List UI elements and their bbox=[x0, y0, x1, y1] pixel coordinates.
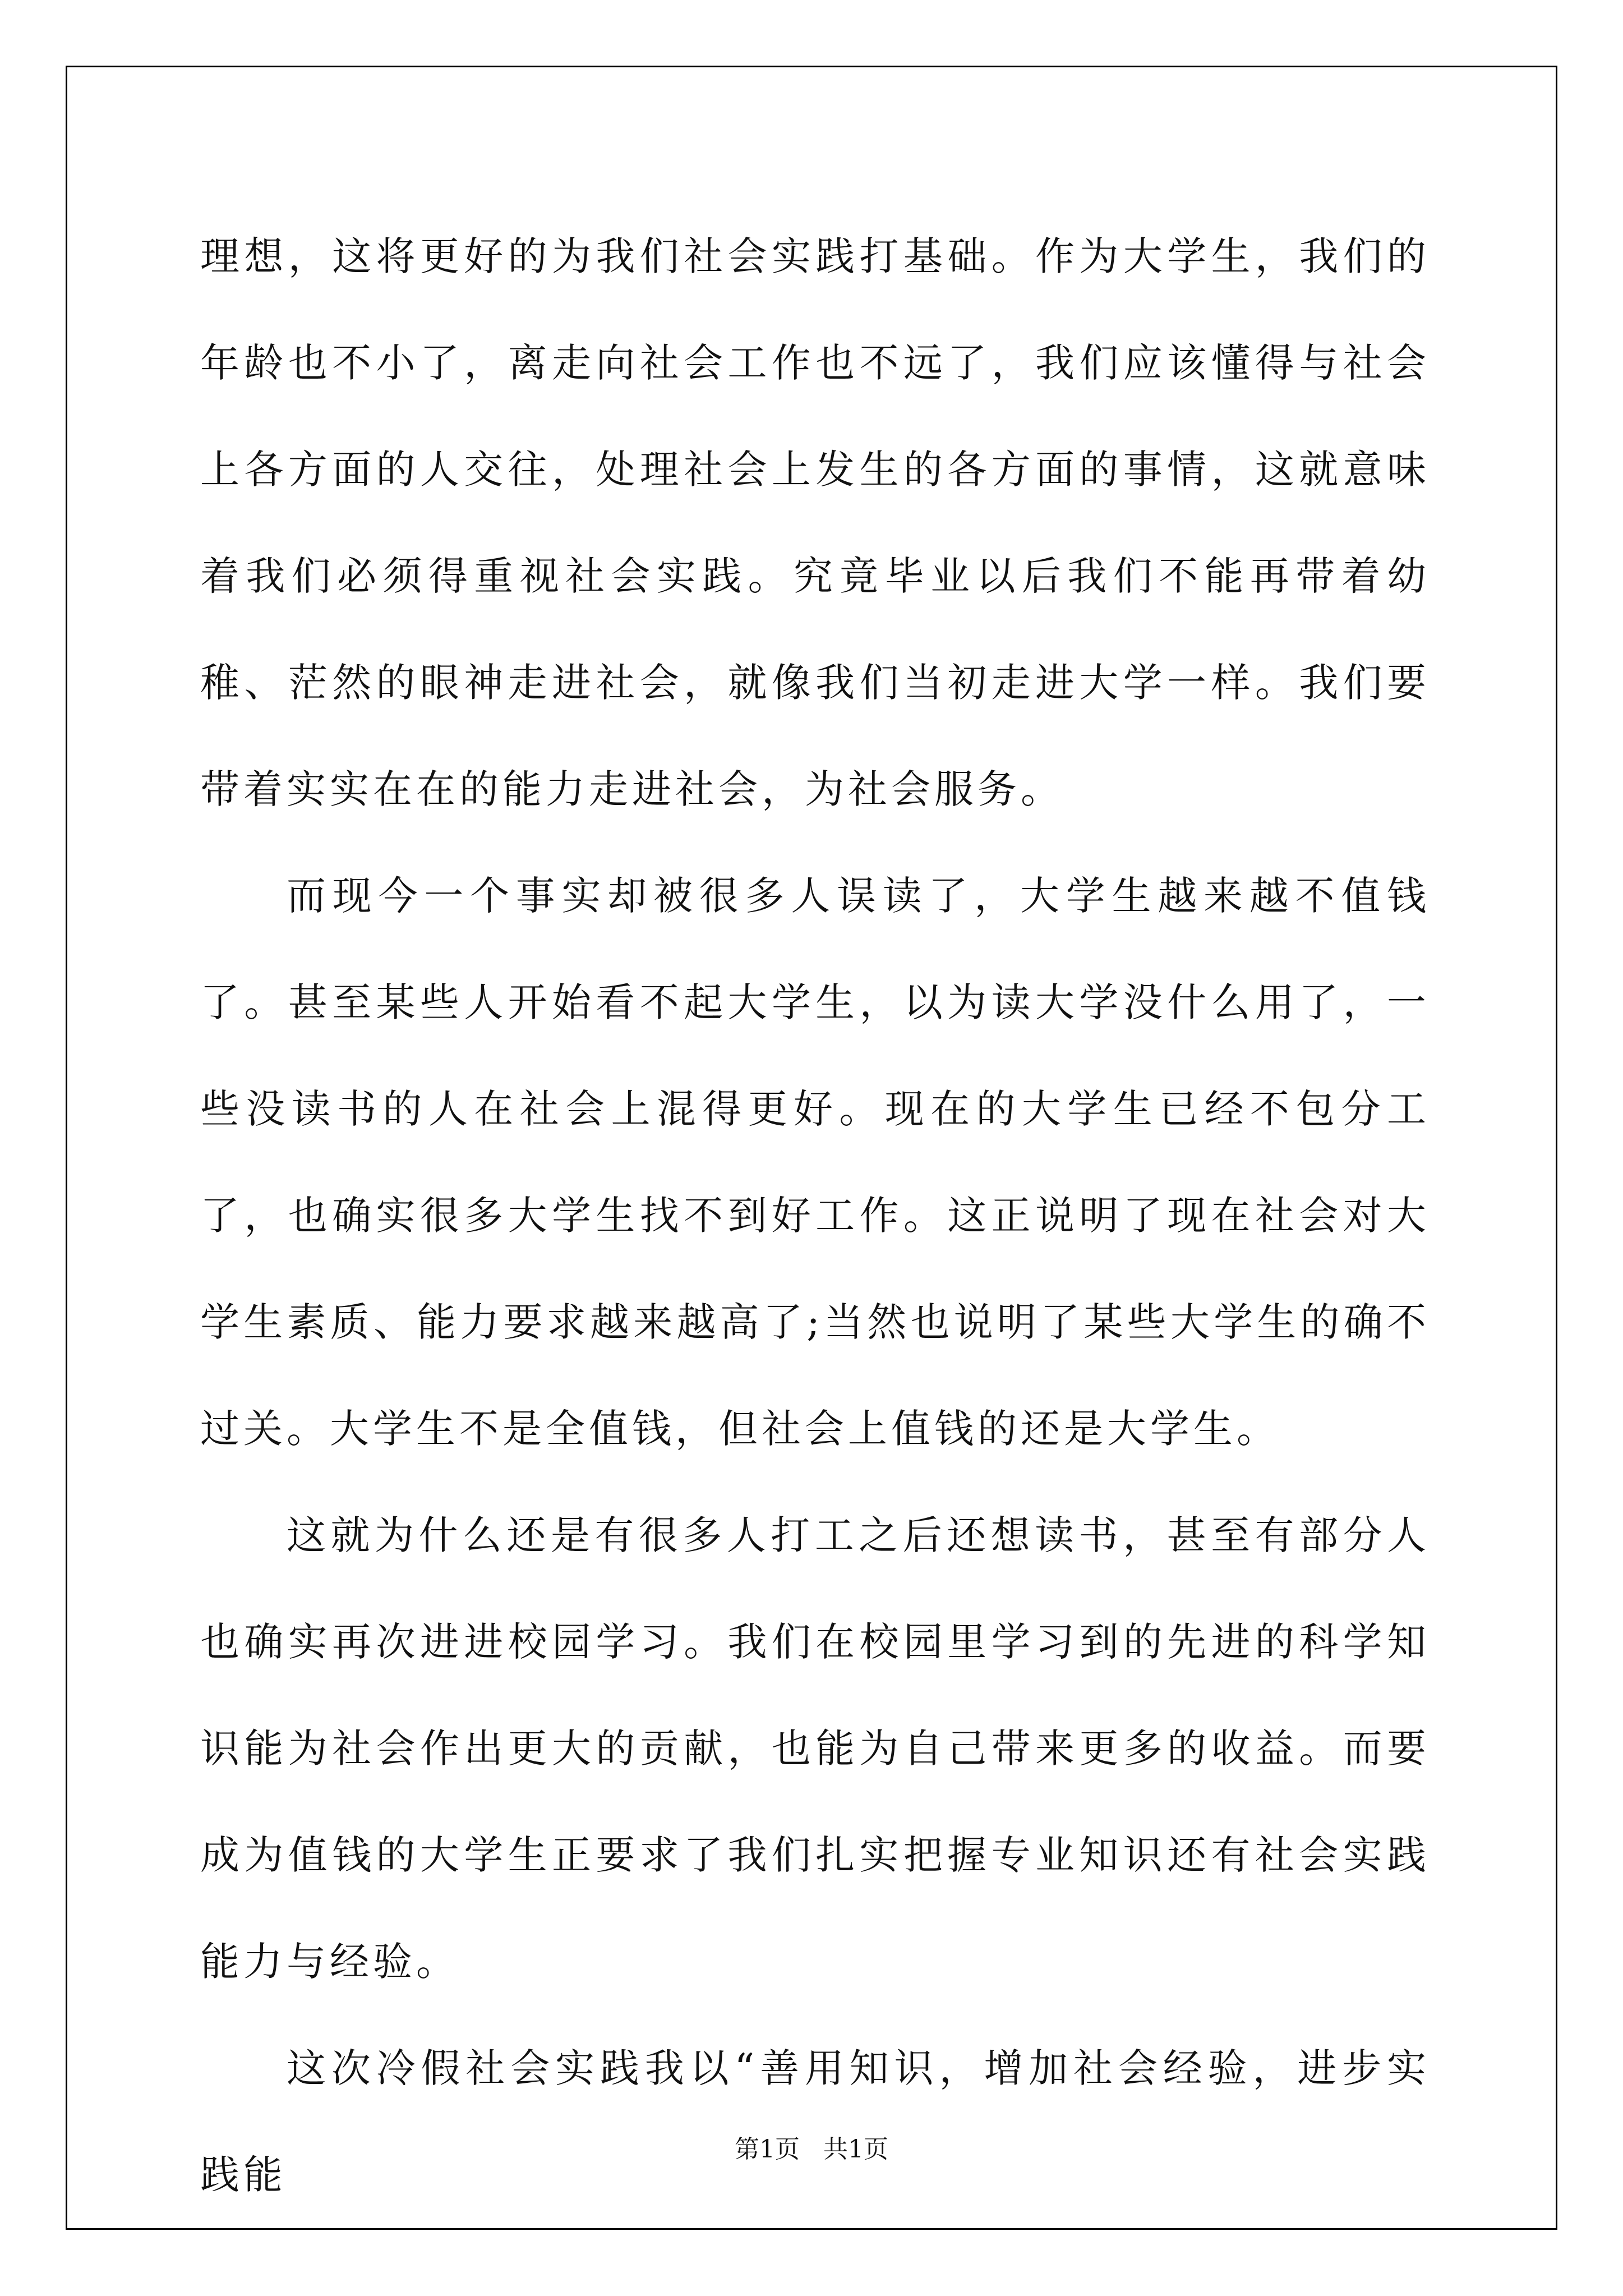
paragraph-2: 而现今一个事实却被很多人误读了，大学生越来越不值钱了。甚至某些人开始看不起大学生，以为读大学没什么用了，一些没读书的人在社会上混得更好。现在的大学生已经不包分工了，也确实很多大学生找不到好工作。这正说明了现在社会对大学生素质、能力要求越来越高了;当然也说明了某些大学生的确不过关。大学生不是全值钱，但社会上值钱的还是大学生。 bbox=[200, 873, 1430, 1452]
document-body bbox=[200, 203, 1430, 2228]
paragraph-1: 理想，这将更好的为我们社会实践打基础。作为大学生，我们的年龄也不小了，离走向社会工作也不远了，我们应该懂得与社会上各方面的人交往，处理社会上发生的各方面的事情，这就意味着我们必须得重视社会实践。究竟毕业以后我们不能再带着幼稚、茫然的眼神走进社会，就像我们当初走进大学一样。我们要带着实实在在的能力走进社会，为社会服务。 bbox=[200, 233, 1430, 812]
page-footer: 第1页 共1页 bbox=[735, 2135, 888, 2164]
paragraph-4: 这次冷假社会实践我以“善用知识，增加社会经验，进步实践能 bbox=[200, 2045, 1430, 2198]
paragraph-3: 这就为什么还是有很多人打工之后还想读书，甚至有部分人也确实再次进进校园学习。我们在校园里学习到的先进的科学知识能为社会作出更大的贡献，也能为自己带来更多的收益。而要成为值钱的大学生正要求了我们扎实把握专业知识还有社会实践能力与经验。 bbox=[200, 1512, 1430, 1985]
